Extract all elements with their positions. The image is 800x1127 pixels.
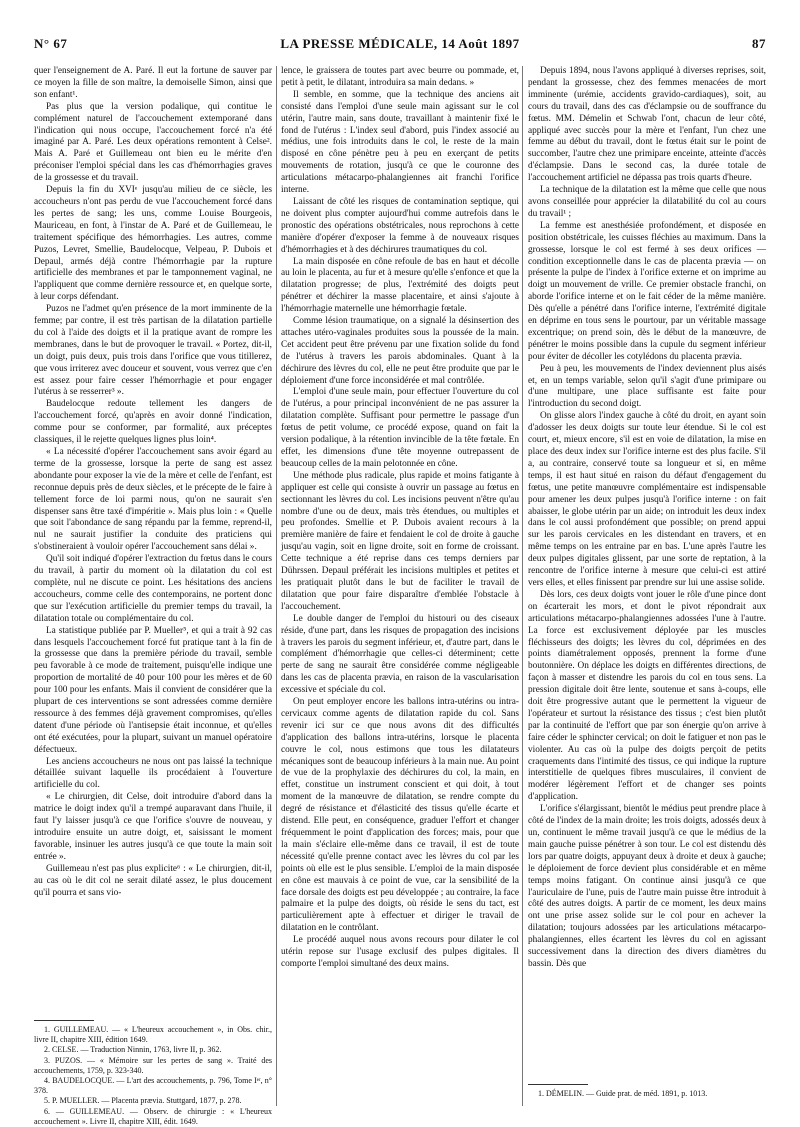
paragraph: L'orifice s'élargissant, bientôt le médius peut prendre place à côté de l'index de la main droite; les trois doigts, adossés deux à un, continuent le même travail jusqu'à ce que le médius de la main gauche puisse pénétrer à son tour. Le col est distendu dès lors par quatre doigts, appuyant deux à droite et deux à gauche; le déploiement de force devient plus considérable et en même temps moins fatigant. On continue ainsi jusqu'à ce que l'auriculaire de l'une, puis de l'autre main puisse être introduit à côté des autres doigts. A partir de ce moment, les deux mains ont une prise assez solide sur le col pour en achever la dilatation; toujours adossées par les articulations métacarpo-phalangiennes, elles écartent les lèvres du col en agissant successivement dans la direction des divers diamètres du bassin. Dès que	[528, 804, 766, 969]
footnote: 1. DÉMELIN. — Guide prat. de méd. 1891, p. 1013.	[538, 1089, 708, 1098]
text-column-middle	[281, 66, 519, 971]
footnote-rule	[34, 1020, 94, 1021]
paragraph: Il semble, en somme, que la technique des anciens ait consisté dans l'emploi d'une seule main agissant sur le col utérin, l'autre main, sans doute, travaillant à maintenir fixé le fond de l'utérus : L'index seul d'abord, puis l'index associé au médius, une fois introduits dans le col, le reste de la main disposé en cône pénètre peu à peu en exerçant de petits mouvements de rotation, jusqu'à ce que le couronne des articulations métacarpo-phalangiennes ait franchi l'orifice interne.	[281, 89, 519, 196]
issue-number: N° 67	[34, 36, 68, 51]
journal-title: LA PRESSE MÉDICALE, 14 Août 1897	[280, 36, 520, 51]
paragraph: La technique de la dilatation est la même que celle que nous avons conseillée pour apprécier la dilatabilité du col au cours du travail¹ ;	[528, 185, 766, 219]
paragraph: Qu'il soit indiqué d'opérer l'extraction du fœtus dans le cours du travail, à partir du moment où la dilatation du col est complète, nul ne discute ce point. Les hésitations des anciens accoucheurs, comme celle des contemporains, ne portent donc que sur l'exécution artificielle du premier temps du travail, la dilatation totale ou complémentaire du col.	[34, 554, 272, 624]
paragraph: On peut employer encore les ballons intra-utérins ou intra-cervicaux comme agents de dilatation rapide du col. Sans revenir ici sur ce que nous avons dit des difficultés d'application des ballons intra-utérins, lorsque le placenta couvre le col, nous estimons que tous les dilatateurs mécaniques sont de beaucoup inférieurs à la main nue. Au point de vue de la prophylaxie des déchirures du col, la main, en effet, constitue un instrument conscient et qui doit, à tout moment de la manœuvre de dilatation, se rendre compte du degré de résistance et d'élasticité des tissus qu'elle écarte et distend. Elle peut, en conséquence, graduer l'effort et changer fréquemment le point d'application des forces; mais, pour que la main s'éclaire elle-même dans ce travail, il est de toute nécessité qu'elle prenne contact avec les lèvres du col par les points où elle est le plus sensible. L'emploi de la main disposée en cône est mauvais à ce point de vue, car la sensibilité de la face dorsale des doigts est peu développée ; au contraire, la face palmaire et la pulpe des doigts, où réside le sens du tact, est particulièrement apte à effectuer et diriger le travail de dilatation en le contrôlant.	[281, 697, 519, 934]
column-divider	[522, 66, 523, 1106]
footnote: 5. P. MUELLER. — Placenta prævia. Stuttgard, 1877, p. 278.	[44, 1096, 242, 1106]
paragraph: Le double danger de l'emploi du histouri ou des ciseaux réside, d'une part, dans les risques de propagation des incisions à travers les parois du segment inférieur, et, d'autre part, dans le complément d'hémorrhagie que celles-ci déterminent; cette perte de sang ne saurait être considérée comme négligeable dans les cas de placenta prævia, en raison de la vascularisation excessive et spéciale du col.	[281, 613, 519, 696]
paragraph: La femme est anesthésiée profondément, et disposée en position obstétricale, les cuisses fléchies au maximum. Dans la grossesse, lorsque le col est fermé à ses deux orifices — condition exceptionnelle dans le cas de placenta prævia — on présente la pulpe de l'index à l'orifice externe et on imprime au doigt un mouvement de vrille. Ce premier obstacle franchi, on aborde l'orifice interne et on le fait céder de la même manière. Dès qu'elle a pénétré dans l'orifice interne, l'extrémité digitale en déprime en tous sens le pourtour, par un véritable massage excentrique; on prend soin, dès le début de la manœuvre, de pénétrer le moins possible dans la cupule du segment inférieur pour éviter de décoller les cotylédons du placenta prævia.	[528, 220, 766, 362]
footnote: 1. GUILLEMEAU. — « L'heureux accouchement », in Obs. chir., livre II, chapitre XIII, édition 1649.	[34, 1025, 272, 1045]
paragraph: Guillemeau n'est pas plus explicite⁶ : « Le chirurgien, dit-il, au cas où le dit col ne serait dilaté assez, le plus doucement qu'il pourra et sans vio-	[34, 863, 272, 898]
paragraph: On glisse alors l'index gauche à côté du droit, en ayant soin d'adosser les deux doigts sur toute leur étendue. Si le col est court, et, mieux encore, s'il est en voie de dilatation, la mise en place des deux index sur l'orifice interne est des plus facile. S'il a, au contraire, conservé toute sa longueur et si, en même temps, il est haut situé en raison du défaut d'engagement du fœtus, une petite manœuvre complémentaire est indispensable pour amener les deux pulpes jusqu'à l'orifice interne : on fait abaisser, le globe utérin par un aide; on introduit les deux index dans le col aussi profondément que possible; on prend appui sur les parois cervicales en les distendant en travers, et en même temps on les entraine par en bas. L'une après l'autre les deux pulpes digitales glissent, par une sorte de reptation, à la rencontre de l'orifice interne à mesure que celui-ci est attiré vers elles, et elles finissent par prendre sur lui une assise solide.	[528, 411, 766, 588]
footnote: 2. CELSE. — Traduction Ninnin, 1763, livre II, p. 362.	[44, 1045, 222, 1055]
paragraph: Puzos ne l'admet qu'en présence de la mort imminente de la femme; par contre, il est très partisan de la dilatation partielle du col à l'aide des doigts et il la pratique avant de rompre les membranes, dans le but de provoquer le travail. « Portez, dit-il, un doigt, puis deux, puis trois dans l'orifice que vous titillerez, que vous irriterez avec douceur et souvent, vous verrez que c'en est assez pour faire cesser l'hémorrhagie et pour engager l'utérus à se resserrer³ ».	[34, 304, 272, 398]
column-body	[34, 66, 272, 899]
footnote-rule	[528, 1084, 588, 1085]
paragraph: Laissant de côté les risques de contamination septique, qui ne doivent plus compter aujourd'hui comme autrefois dans le pronostic des opérations obstétricales, nous reprochons à cette manière d'opérer d'exposer la femme à de nouveaux risques d'hémorrhagies et à des déchirures traumatiques du col.	[281, 196, 519, 255]
paragraph: Peu à peu, les mouvements de l'index deviennent plus aisés et, en un temps variable, selon qu'il s'agit d'une primipare ou d'une multipare, une place suffisante est faite pour l'introduction du second doigt.	[528, 363, 766, 410]
paragraph: Les anciens accoucheurs ne nous ont pas laissé la technique détaillée suivant laquelle ils procédaient à l'ouverture artificielle du col.	[34, 756, 272, 791]
paragraph: Depuis 1894, nous l'avons appliqué à diverses reprises, soit, pendant la grossesse, chez des femmes menacées de mort imminente (urémie, accidents gravido-cardiaques), soit, au cours du travail, dans des cas d'éclampsie ou de souffrance du fœtus. MM. Démelin et Schwab l'ont, chacun de leur côté, appliqué avec succès pour la mère et l'enfant, l'un chez une femme au début du travail, dont le fœtus était sur le point de succomber, l'autre chez une primipare enceinte, atteinte d'accès d'éclampsie. Dans le second cas, la durée totale de l'accouchement artificiel ne dépassa pas trois quarts d'heure.	[528, 66, 766, 184]
paragraph: « Le chirurgien, dit Celse, doit introduire d'abord dans la matrice le doigt index qu'il a trempé auparavant dans l'huile, il faut l'y laisser jusqu'à ce que l'orifice s'ouvre de nouveau, y introduire ensuite un autre doigt, et, saisissant le moment favorable, insinuer les autres jusqu'à ce que toute la main soit entrée ».	[34, 792, 272, 862]
paragraph: Depuis la fin du XVIᵉ jusqu'au milieu de ce siècle, les accoucheurs n'ont pas perdu de vue l'accouchement forcé dans les pertes de sang; les uns, comme Louise Bourgeois, Mauriceau, en font, à l'instar de A. Paré et de Guillemeau, le traitement spécifique des hémorrhagies. Les autres, comme Puzos, Levret, Smellie, Baudelocque, Velpeau, P. Dubois et Depaul, armés déjà contre l'hémorrhagie par la rupture artificielle des membranes et par le tamponnement vaginal, ne l'appliquent que comme dernière ressource et, en quelque sorte, à leur corps défendant.	[34, 185, 272, 303]
page-number: 87	[752, 36, 766, 51]
paragraph: Pas plus que la version podalique, qui contitue le complément naturel de l'accouchement extemporané dans l'indication qui nous occupe, l'accouchement forcé n'a été imaginé par A. Paré. Les deux opérations remontent à Celse². Mais A. Paré et Guillemeau ont bien eu le mérite d'en préconiser l'emploi spécial dans les cas d'hémorrhagies graves de la grossesse et du travail.	[34, 101, 272, 184]
text-column-left	[34, 66, 272, 1126]
paragraph: « La nécessité d'opérer l'accouchement sans avoir égard au terme de la grossesse, lorsque la perte de sang est assez abondante pour exposer la vie de la mère et celle de l'enfant, est reconnue depuis près de deux siècles, et le précepte de le faire à tellement force de loi parmi nous, qu'on ne saurait s'en dispenser sans être taxé d'impéritie ». Mais plus loin : « Quelle que soit l'abondance de sang répandu par la femme, reprend-il, nul ne saurait justifier la conduite des praticiens qui s'obstineraient à vouloir opérer l'accouchement sans délai ».	[34, 447, 272, 553]
column-body	[528, 66, 766, 971]
footnote: 6. — GUILLEMEAU. — Observ. de chirurgie : « L'heureux accouchement ». Livre II, chapitre XIII, édit. 1649.	[34, 1106, 272, 1126]
text-column-right	[528, 66, 766, 1098]
paragraph: lence, le graissera de toutes part avec beurre ou pommade, et, petit à petit, le dilatant, introduira sa main dedans. »	[281, 66, 519, 88]
footnotes	[528, 1078, 766, 1099]
paragraph: Baudelocque redoute tellement les dangers de l'accouchement forcé, qu'après en avoir donné l'indication, comme pour se conformer, par formalité, aux préceptes classiques, il le rejette quelques lignes plus loin⁴.	[34, 399, 272, 446]
footnote: 4. BAUDELOCQUE. — L'art des accouchements, p. 796, Tome Iᵉʳ, n° 378.	[34, 1076, 272, 1096]
paragraph: La statistique publiée par P. Mueller⁵, et qui a trait à 92 cas dans lesquels l'accouchement forcé fut pratique tant à la fin de la grossesse que dans la première période du travail, semble peu favorable à ce mode de traitement, puisqu'elle indique une proportion de mortalité de 40 pour 100 pour les mères et de 60 pour 100 pour les enfants. Mais il convient de considérer que la plupart de ces interventions se sont adressées comme dernière ressource à des femmes déjà gravement compromises, qu'elles datent d'une période où l'antisepsie était inconnue, et qu'elles ont été exécutées, pour la plupart, suivant un manuel opératoire défectueux.	[34, 625, 272, 755]
paragraph: L'emploi d'une seule main, pour effectuer l'ouverture du col de l'utérus, a pour principal inconvénient de ne pas assurer la dilatation complète. Suffisant pour permettre le passage d'un fœtus de petit volume, ce procédé expose, quand on fait la version podalique, à la rétention invincible de la tête fœtale. En effet, les dimensions d'une tête moyenne outrepassent de beaucoup celles de la main pelotonnée en cône.	[281, 387, 519, 469]
paragraph: Une méthode plus radicale, plus rapide et moins fatigante à appliquer est celle qui consiste à ouvrir un passage au fœtus en sectionnant les lèvres du col. Les incisions peuvent n'être qu'au nombre d'une ou de deux, mais très étendues, ou multiples et peu profondes. Smellie et P. Dubois avaient recours à la première manière de faire et fendaient le col de droite à gauche jusqu'au vagin, soit en ligne droite, soit en forme de croissant. Cette technique a été reprise dans ces temps derniers par Dührssen. Depaul préférait les incisions multiples et petites et les pratiquait plutôt dans le but de faciliter le travail de dilatation que pour faire disparaître d'emblée l'obstacle à l'accouchement.	[281, 470, 519, 612]
column-divider	[276, 66, 277, 1106]
paragraph: Comme lésion traumatique, on a signalé la désinsertion des attaches utéro-vaginales produites sous la poussée de la main. Cet accident peut être prévenu par une fixation solide du fond de l'utérus à travers les parois abdominales. Quant à la déchirure des lèvres du col, elle ne peut être produite que par le déploiement d'une force inconsidérée et mal contrôlée.	[281, 316, 519, 386]
paragraph: La main disposée en cône refoule de bas en haut et décolle au loin le placenta, au fur et à mesure qu'elle s'enfonce et que la dilatation progresse; de plus, l'extrémité des doigts peut pénétrer et déchirer la masse placentaire, et ainsi s'ajoute à l'hémorrhagie maternelle une hémorrhagie fœtale.	[281, 256, 519, 315]
footnotes	[34, 1014, 272, 1127]
footnote: 3. PUZOS. — « Mémoire sur les pertes de sang ». Traité des accouchements, 1759, p. 323-340.	[34, 1055, 272, 1075]
paragraph: quer l'enseignement de A. Paré. Il eut la fortune de sauver par ce moyen la fille de son maître, la demoiselle Simon, ainsi que son enfant¹.	[34, 66, 272, 100]
paragraph: Le procédé auquel nous avons recours pour dilater le col utérin repose sur l'usage exclusif des pulpes digitales. Il comporte l'emploi simultané des deux mains.	[281, 935, 519, 969]
page-header	[34, 36, 766, 54]
paragraph: Dès lors, ces deux doigts vont jouer le rôle d'une pince dont on écarterait les mors, et dont le pivot répondrait aux articulations métacarpo-phalangiennes adossées l'une à l'autre. La force est exclusivement déployée par les muscles fléchisseurs des doigts; les lèvres du col, déprimées en des points diamétralement opposés, prennent la forme d'une boutonnière. On déplace les doigts en différentes directions, de façon à masser et distendre les parois du col en tous sens. La pression digitale doit être lente, soutenue et sans à-coups, elle doit être progressive autant que le permettent la vigueur de l'opérateur et surtout la résistance des tissus ; c'est bien plutôt par la continuité de l'effort que par son énergie qu'on arrive à faire céder le sphincter cervical; on doit le fatiguer et non pas le violenter. Au cas où la pulpe des doigts perçoit de petits craquements dans l'intimité des tissus, ce qui indique la rupture interstitielle de quelques fibres musculaires, il convient de modérer légèrement l'effort et de changer ses points d'application.	[528, 589, 766, 803]
